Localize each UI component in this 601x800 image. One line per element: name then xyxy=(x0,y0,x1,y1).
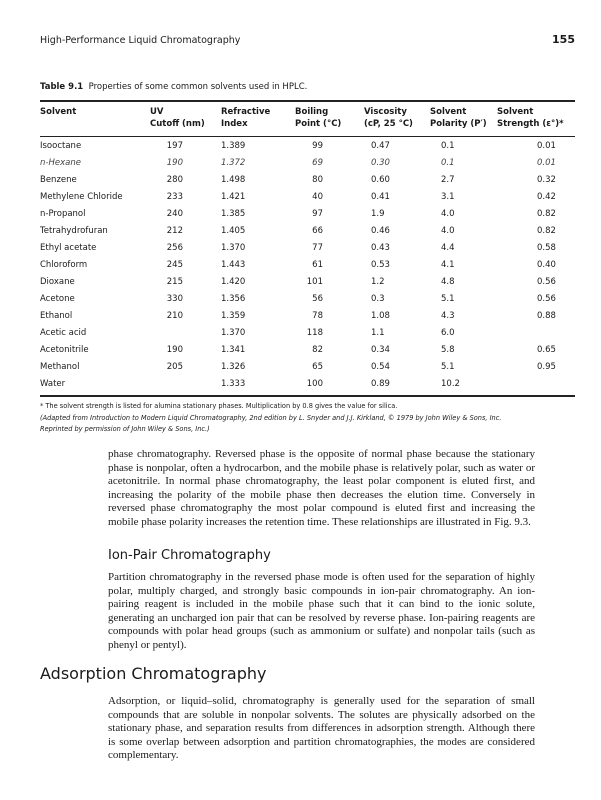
table-cell: 0.53 xyxy=(371,260,390,270)
solvent-name: Acetone xyxy=(40,294,75,304)
table-cell: 1.370 xyxy=(221,328,246,338)
table-row xyxy=(0,311,601,328)
table-row xyxy=(0,260,601,277)
section-heading: Adsorption Chromatography xyxy=(40,664,267,683)
table-cell: 3.1 xyxy=(441,192,455,202)
column-header xyxy=(364,106,413,130)
table-cell: 65 xyxy=(312,362,323,372)
table-cell: 190 xyxy=(166,345,183,355)
table-cell: 240 xyxy=(166,209,183,219)
table-cell: 69 xyxy=(312,158,323,168)
table-row xyxy=(0,209,601,226)
table-cell: 1.372 xyxy=(221,158,246,168)
table-cell: 0.1 xyxy=(441,141,455,151)
table-caption xyxy=(40,82,307,92)
table-cell: 61 xyxy=(312,260,323,270)
table-row xyxy=(0,328,601,345)
table-cell: 1.326 xyxy=(221,362,246,372)
table-row xyxy=(0,226,601,243)
solvent-name: Methylene Chloride xyxy=(40,192,123,202)
column-header-line: Cutoff (nm) xyxy=(150,119,205,129)
table-bottom-rule xyxy=(40,395,575,397)
solvent-name: Water xyxy=(40,379,66,389)
table-cell: 66 xyxy=(312,226,323,236)
table-cell: 210 xyxy=(166,311,183,321)
table-cell: 256 xyxy=(166,243,183,253)
body-paragraph: Adsorption, or liquid–solid, chromatography is generally used for the separation of small compounds that are soluble in nonpolar solvents. The solutes are physically adsorbed on the stationary phase, and separation results from differences in adsorption strength. Although there is some overlap between adsorption and partition chromatographies, the modes are considered complementary. xyxy=(108,695,535,762)
table-cell: 0.32 xyxy=(537,175,556,185)
table-cell: 0.01 xyxy=(537,158,556,168)
table-cell: 118 xyxy=(306,328,323,338)
table-top-rule xyxy=(40,100,575,102)
table-cell: 245 xyxy=(166,260,183,270)
table-cell: 1.498 xyxy=(221,175,246,185)
table-cell: 2.7 xyxy=(441,175,455,185)
section-subheading: Ion-Pair Chromatography xyxy=(108,548,271,563)
table-cell: 280 xyxy=(166,175,183,185)
table-cell: 1.443 xyxy=(221,260,246,270)
table-cell: 6.0 xyxy=(441,328,455,338)
table-cell: 56 xyxy=(312,294,323,304)
table-cell: 1.1 xyxy=(371,328,385,338)
solvent-name: Acetic acid xyxy=(40,328,87,338)
table-cell: 10.2 xyxy=(441,379,460,389)
column-header-line: Solvent xyxy=(430,107,467,117)
table-cell: 0.47 xyxy=(371,141,390,151)
solvent-name: Ethanol xyxy=(40,311,73,321)
table-cell: 1.2 xyxy=(371,277,385,287)
table-cell: 77 xyxy=(312,243,323,253)
solvent-name: Isooctane xyxy=(40,141,82,151)
running-head: High-Performance Liquid Chromatography xyxy=(40,35,241,46)
table-cell: 4.0 xyxy=(441,226,455,236)
table-cell: 233 xyxy=(166,192,183,202)
table-cell: 0.58 xyxy=(537,243,556,253)
table-cell: 0.46 xyxy=(371,226,390,236)
table-cell: 0.89 xyxy=(371,379,390,389)
table-cell: 0.56 xyxy=(537,277,556,287)
table-cell: 1.385 xyxy=(221,209,246,219)
table-cell: 5.1 xyxy=(441,362,455,372)
column-header xyxy=(430,106,487,130)
table-label: Table 9.1 xyxy=(40,82,84,92)
table-cell: 4.3 xyxy=(441,311,455,321)
table-cell: 0.54 xyxy=(371,362,390,372)
table-row xyxy=(0,277,601,294)
table-cell: 212 xyxy=(166,226,183,236)
table-row xyxy=(0,141,601,158)
solvent-name: Acetonitrile xyxy=(40,345,89,355)
column-header xyxy=(40,106,76,118)
solvent-name: Methanol xyxy=(40,362,80,372)
table-cell: 78 xyxy=(312,311,323,321)
table-row xyxy=(0,379,601,396)
table-row xyxy=(0,294,601,311)
column-header xyxy=(150,106,205,130)
table-cell: 1.341 xyxy=(221,345,246,355)
table-cell: 0.56 xyxy=(537,294,556,304)
table-cell: 1.370 xyxy=(221,243,246,253)
table-cell: 4.8 xyxy=(441,277,455,287)
solvent-name: Tetrahydrofuran xyxy=(40,226,108,236)
solvent-name: n-Propanol xyxy=(40,209,86,219)
solvent-name: Dioxane xyxy=(40,277,75,287)
table-cell: 0.88 xyxy=(537,311,556,321)
table-cell: 0.95 xyxy=(537,362,556,372)
table-cell: 100 xyxy=(306,379,323,389)
table-cell: 1.333 xyxy=(221,379,246,389)
body-paragraph: phase chromatography. Reversed phase is the opposite of normal phase because the stationary phase is nonpolar, often a hydrocarbon, and the mobile phase is relatively polar, such as water or acetonitrile. In normal phase chromatography, the least polar component is eluted first, and increasing the polarity of the mobile phase then decreases the elution time. Conversely in reversed phase chromatography the most polar compound is eluted first and increasing the mobile phase polarity increases the retention time. These relationships are illustrated in Fig. 9.3. xyxy=(108,448,535,528)
table-cell: 101 xyxy=(306,277,323,287)
table-footnote: * The solvent strength is listed for alumina stationary phases. Multiplication by 0.8 gives the value for silica. xyxy=(40,402,398,410)
table-cell: 4.4 xyxy=(441,243,455,253)
table-caption-text: Properties of some common solvents used in HPLC. xyxy=(88,82,308,92)
table-cell: 0.1 xyxy=(441,158,455,168)
column-header-line: Solvent xyxy=(497,107,534,117)
column-header-line: Boiling xyxy=(295,107,329,117)
table-cell: 40 xyxy=(312,192,323,202)
table-row xyxy=(0,158,601,175)
column-header-line: Point (°C) xyxy=(295,119,342,129)
column-header-line: Refractive xyxy=(221,107,271,117)
body-paragraph: Partition chromatography in the reversed phase mode is often used for the separation of highly polar, multiply charged, and strongly basic compounds in ion-pair chromatography. An ion-pairing reagent is included in the mobile phase such that it can bind to the ionic solute, generating an uncharged ion pair that can be resolved by reverse phase. Ion-pairing reagents are compounds with polar head groups (such as ammonium or sulfate) and nonpolar tails (such as phenyl or pentyl). xyxy=(108,571,535,651)
column-header-line: Strength (ε°)* xyxy=(497,119,564,129)
page-number: 155 xyxy=(552,33,575,46)
table-row xyxy=(0,192,601,209)
solvent-name: Ethyl acetate xyxy=(40,243,97,253)
column-header xyxy=(221,106,270,130)
table-cell: 0.82 xyxy=(537,209,556,219)
column-header-line: Index xyxy=(221,119,248,129)
column-header-line: (cP, 25 °C) xyxy=(364,119,413,129)
table-header-rule xyxy=(40,136,575,137)
table-cell: 0.01 xyxy=(537,141,556,151)
table-cell: 97 xyxy=(312,209,323,219)
table-cell: 0.3 xyxy=(371,294,385,304)
column-header-line: Viscosity xyxy=(364,107,407,117)
table-cell: 1.420 xyxy=(221,277,246,287)
table-cell: 99 xyxy=(312,141,323,151)
table-cell: 80 xyxy=(312,175,323,185)
table-row xyxy=(0,243,601,260)
table-cell: 1.9 xyxy=(371,209,385,219)
table-cell: 5.1 xyxy=(441,294,455,304)
solvent-name: Chloroform xyxy=(40,260,88,270)
table-cell: 0.42 xyxy=(537,192,556,202)
table-cell: 0.43 xyxy=(371,243,390,253)
table-cell: 0.65 xyxy=(537,345,556,355)
column-header-line: Solvent xyxy=(40,107,77,117)
table-cell: 0.82 xyxy=(537,226,556,236)
table-cell: 4.0 xyxy=(441,209,455,219)
table-cell: 0.60 xyxy=(371,175,390,185)
table-cell: 215 xyxy=(166,277,183,287)
table-row xyxy=(0,362,601,379)
table-cell: 0.34 xyxy=(371,345,390,355)
table-cell: 1.421 xyxy=(221,192,246,202)
solvent-name: n-Hexane xyxy=(40,158,81,168)
table-permission-note: Reprinted by permission of John Wiley & Sons, Inc.) xyxy=(40,425,210,433)
column-header-line: UV xyxy=(150,107,164,117)
table-cell: 4.1 xyxy=(441,260,455,270)
column-header xyxy=(295,106,341,130)
table-cell: 0.30 xyxy=(371,158,390,168)
table-cell: 0.40 xyxy=(537,260,556,270)
table-cell: 5.8 xyxy=(441,345,455,355)
table-cell: 190 xyxy=(166,158,183,168)
table-cell: 1.356 xyxy=(221,294,246,304)
table-cell: 197 xyxy=(166,141,183,151)
solvent-name: Benzene xyxy=(40,175,77,185)
table-row xyxy=(0,345,601,362)
table-cell: 0.41 xyxy=(371,192,390,202)
table-cell: 82 xyxy=(312,345,323,355)
table-cell: 1.359 xyxy=(221,311,246,321)
column-header xyxy=(497,106,564,130)
table-cell: 205 xyxy=(166,362,183,372)
table-row xyxy=(0,175,601,192)
table-cell: 1.389 xyxy=(221,141,246,151)
table-source-note: (Adapted from Introduction to Modern Liquid Chromatography, 2nd edition by L. Snyder and J.J. Kirkland, © 1979 by John Wiley & Sons, Inc. xyxy=(40,414,502,422)
table-cell: 330 xyxy=(166,294,183,304)
table-cell: 1.405 xyxy=(221,226,246,236)
column-header-line: Polarity (P′) xyxy=(430,119,487,129)
table-cell: 1.08 xyxy=(371,311,390,321)
